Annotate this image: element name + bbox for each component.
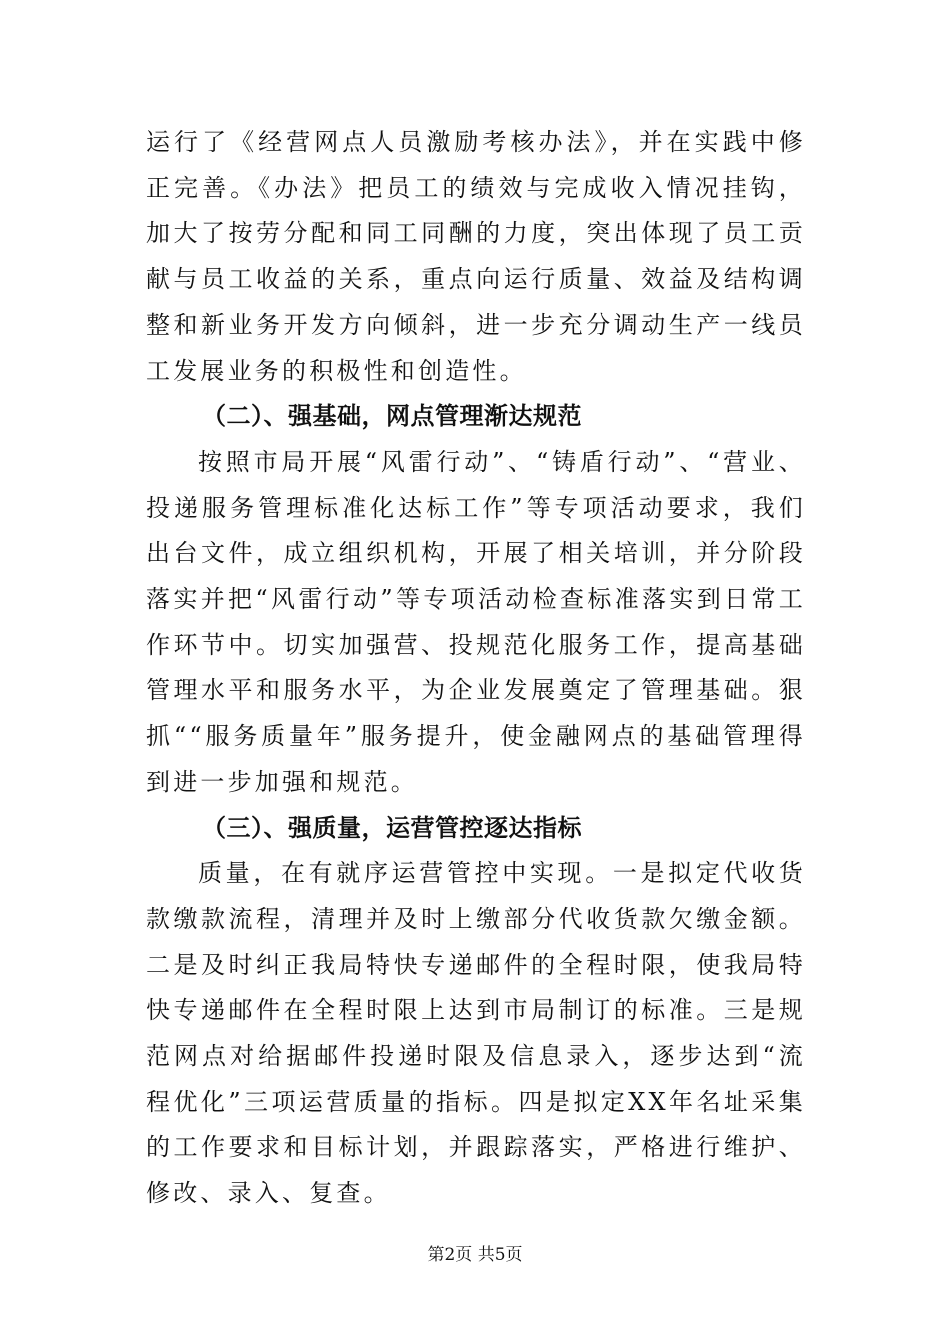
paragraph-quality: 质量，在有就序运营管控中实现。一是拟定代收货款缴款流程，清理并及时上缴部分代收货款欠缴金额。二是及时纠正我局特快专递邮件的全程时限，使我局特快专递邮件在全程时限上达到市局制订的标准。三是规范网点对给据邮件投递时限及信息录入，逐步达到“流程优化”三项运营质量的指标。四是拟定XX年名址采集的工作要求和目标计划，并跟踪落实，严格进行维护、修改、录入、复查。 xyxy=(146,859,806,1208)
section-heading-3: （三）、强质量，运营管控逐达指标 xyxy=(202,813,582,842)
paragraph-incentive: 运行了《经营网点人员激励考核办法》，并在实践中修正完善。《办法》把员工的绩效与完成收入情况挂钩，加大了按劳分配和同工同酬的力度，突出体现了员工贡献与员工收益的关系，重点向运行质量、效益及结构调整和新业务开发方向倾斜，进一步充分调动生产一线员工发展业务的积极性和创造性。 xyxy=(146,128,806,385)
section-heading-2: （二）、强基础，网点管理渐达规范 xyxy=(202,402,582,431)
page-indicator: 第2页 共5页 xyxy=(427,1245,523,1265)
page-footer xyxy=(0,1240,950,1265)
paragraph-foundation: 按照市局开展“风雷行动”、“铸盾行动”、“营业、投递服务管理标准化达标工作”等专项活动要求，我们出台文件，成立组织机构，开展了相关培训，并分阶段落实并把“风雷行动”等专项活动检查标准落实到日常工作环节中。切实加强营、投规范化服务工作，提高基础管理水平和服务水平，为企业发展奠定了管理基础。狠抓““服务质量年”服务提升，使金融网点的基础管理得到进一步加强和规范。 xyxy=(146,447,806,796)
document-body xyxy=(146,120,806,1217)
